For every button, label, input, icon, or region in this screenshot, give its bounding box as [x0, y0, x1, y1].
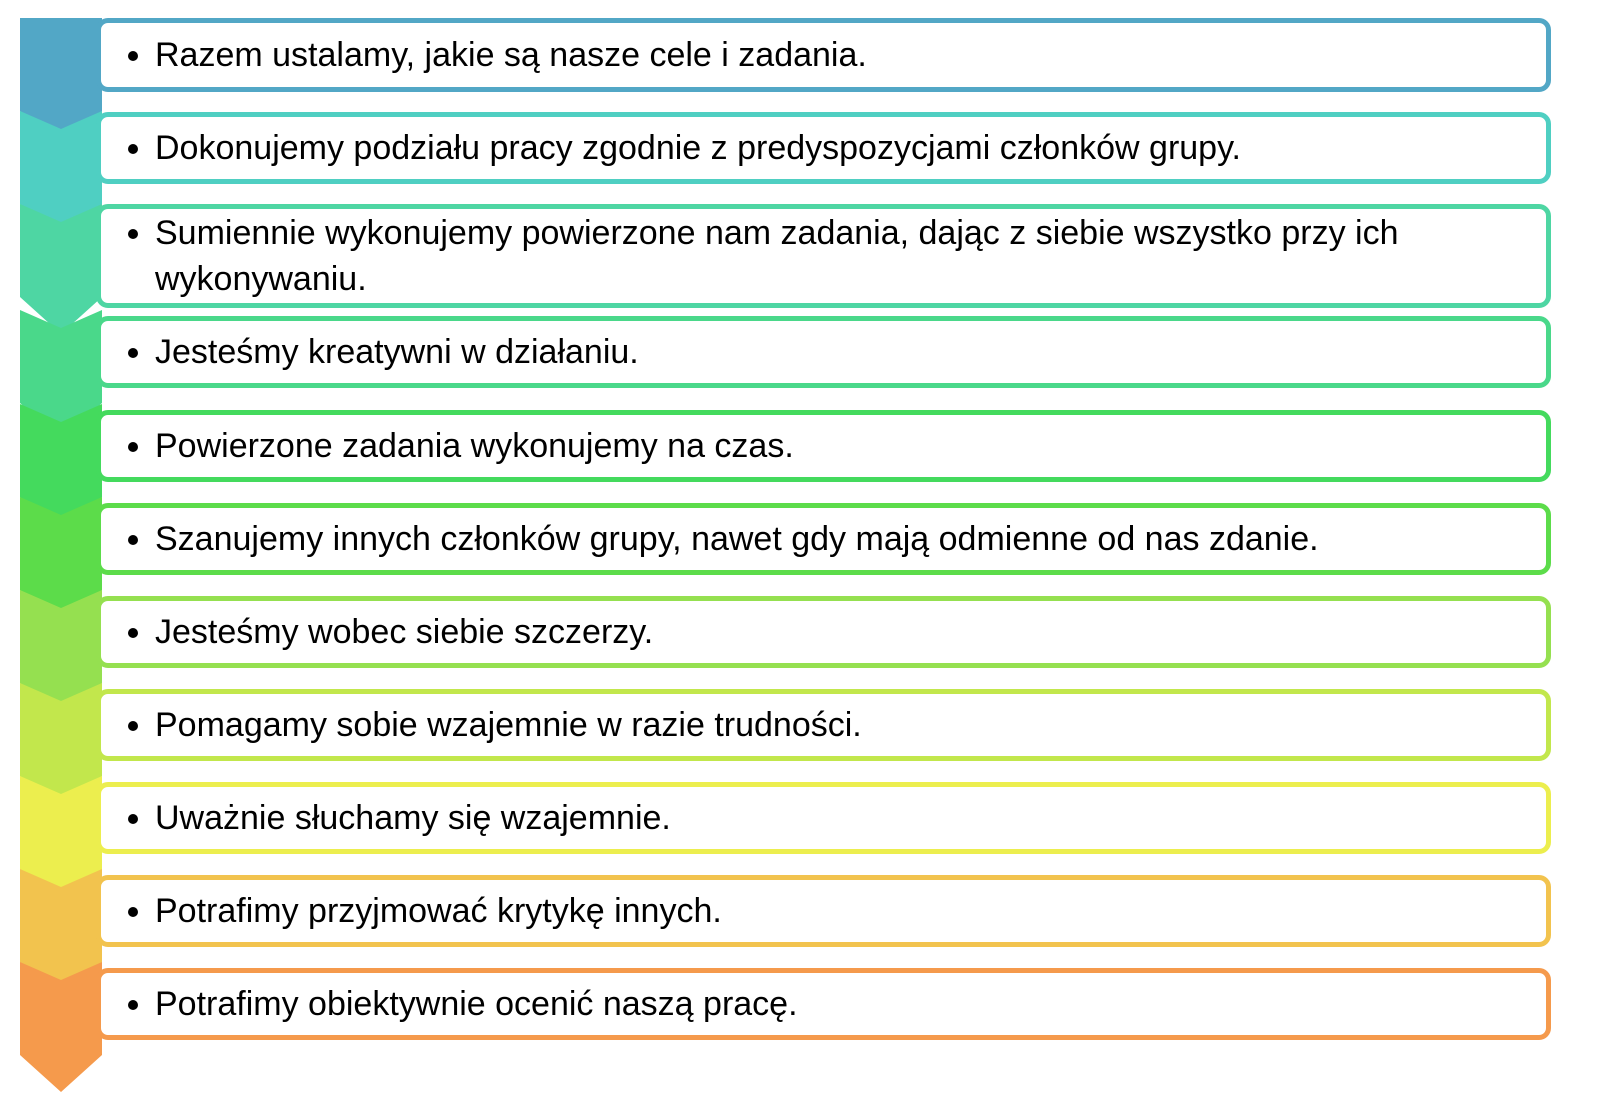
step-box-2 — [96, 112, 1551, 184]
step-text: • Jesteśmy kreatywni w działaniu. — [155, 329, 1518, 375]
step-text: • Uważnie słuchamy się wzajemnie. — [155, 795, 1518, 841]
step-list — [101, 888, 1546, 934]
step-list — [101, 516, 1546, 562]
step-box-4 — [96, 316, 1551, 388]
step-list — [101, 329, 1546, 375]
chevron-11 — [20, 962, 102, 1092]
step-list — [101, 702, 1546, 748]
chevron-3 — [20, 204, 102, 334]
step-list — [101, 981, 1546, 1027]
step-list — [101, 423, 1546, 469]
step-text: • Potrafimy przyjmować krytykę innych. — [155, 888, 1518, 934]
step-text: • Sumiennie wykonujemy powierzone nam zadania, dając z siebie wszystko przy ich wykonywaniu. — [155, 210, 1518, 302]
step-text: • Powierzone zadania wykonujemy na czas. — [155, 423, 1518, 469]
step-box-6 — [96, 503, 1551, 575]
step-list — [101, 32, 1546, 78]
step-box-11 — [96, 968, 1551, 1040]
step-box-10 — [96, 875, 1551, 947]
step-list — [101, 125, 1546, 171]
step-text: • Razem ustalamy, jakie są nasze cele i zadania. — [155, 32, 1518, 78]
step-list — [101, 609, 1546, 655]
step-box-3 — [96, 204, 1551, 308]
step-box-7 — [96, 596, 1551, 668]
step-text: • Potrafimy obiektywnie ocenić naszą pracę. — [155, 981, 1518, 1027]
step-box-1 — [96, 18, 1551, 92]
step-text: • Pomagamy sobie wzajemnie w razie trudności. — [155, 702, 1518, 748]
step-text: • Dokonujemy podziału pracy zgodnie z predyspozycjami członków grupy. — [155, 125, 1518, 171]
step-text: • Jesteśmy wobec siebie szczerzy. — [155, 609, 1518, 655]
step-box-8 — [96, 689, 1551, 761]
step-list — [101, 210, 1546, 302]
step-box-9 — [96, 782, 1551, 854]
step-list — [101, 795, 1546, 841]
step-text: • Szanujemy innych członków grupy, nawet gdy mają odmienne od nas zdanie. — [155, 516, 1518, 562]
step-box-5 — [96, 410, 1551, 482]
